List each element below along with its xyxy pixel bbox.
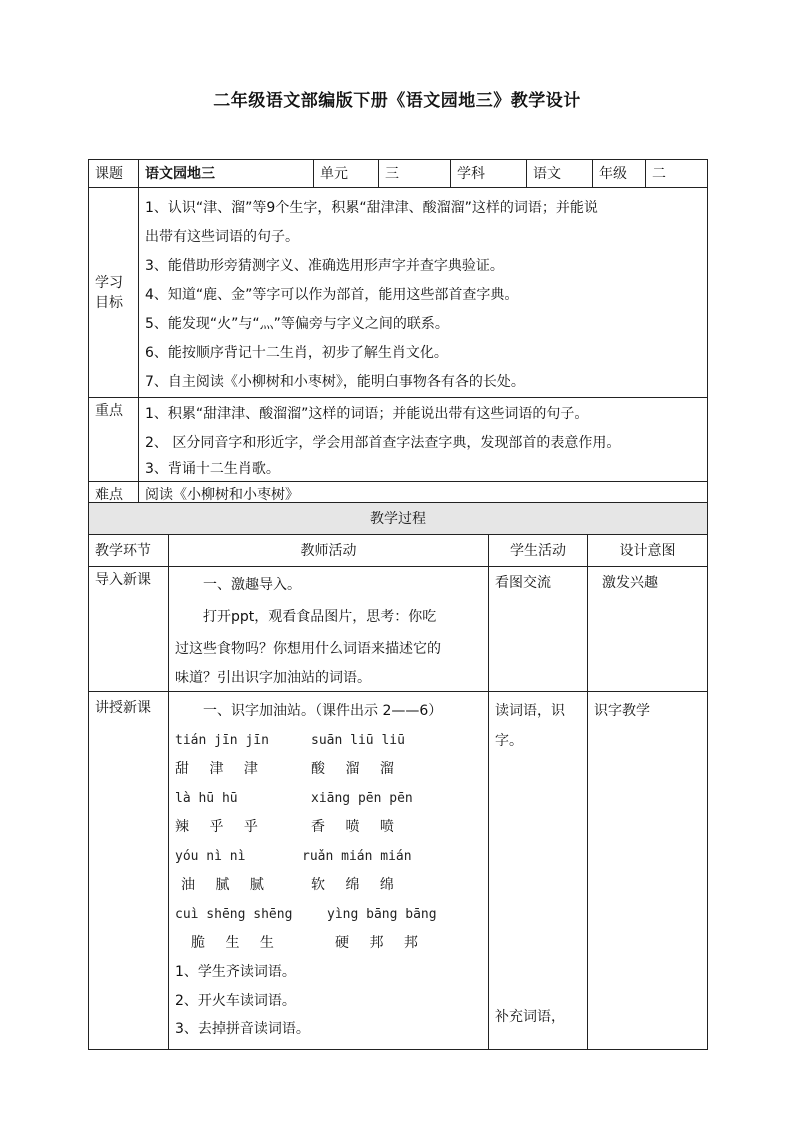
hanzi-line [175,871,488,900]
step-item: 1、学生齐读词语。 [175,964,296,980]
objective-item: 3、能借助形旁猜测字义、准确选用形声字并查字典验证。 [145,258,504,274]
unit-label: 单元 [314,160,379,188]
teach-intent: 识字教学 [588,692,708,1050]
pinyin-left: cuì shēng shēng [175,907,293,922]
process-header-row [89,503,708,535]
objectives-row [89,188,708,398]
pinyin-line [175,726,488,755]
step-item: 3、去掉拼音读词语。 [175,1021,310,1037]
objectives-label-line-1: 学习 [95,274,123,291]
hanzi-right: 酸 溜 溜 [311,761,402,777]
word-group [175,726,488,784]
hanzi-left: 脆 生 生 [191,935,282,951]
key-point-item: 3、背诵十二生肖歌。 [145,460,280,477]
intro-teacher-line: 一、激趣导入。 [203,577,301,593]
objective-item: 7、自主阅读《小柳树和小枣树》，能明白事物各有各的长处。 [145,374,525,390]
hanzi-line [175,755,488,784]
difficulty-value: 阅读《小柳树和小枣树》 [139,482,708,508]
pinyin-line [175,784,488,813]
teaching-process-table [88,502,708,1050]
difficulty-label: 难点 [89,482,139,508]
pinyin-right: xiāng pēn pēn [311,791,413,806]
grade-value: 二 [646,160,708,188]
objective-item: 4、知道“鹿、金”等字可以作为部首，能用这些部首查字典。 [145,287,519,303]
word-group [175,900,488,958]
hanzi-line [175,813,488,842]
key-point-item: 2、 区分同音字和形近字，学会用部首查字法查字典，发现部首的表意作用。 [145,434,621,451]
objectives-label-line-2: 目标 [95,294,123,311]
document-title: 二年级语文部编版下册《语文园地三》教学设计 [213,91,581,111]
hanzi-left: 油 腻 腻 [181,877,272,893]
lesson-value: 语文园地三 [139,160,314,188]
objectives-label [89,188,139,398]
objective-item: 5、能发现“火”与“灬”等偏旁与字义之间的联系。 [145,316,449,332]
objective-item: 出带有这些词语的句子。 [145,229,299,245]
column-intent: 设计意图 [588,535,708,567]
process-columns-row [89,535,708,567]
teach-teacher [169,692,489,1050]
teach-row [89,692,708,1050]
student-line: 补充词语， [495,1009,565,1025]
hanzi-right: 香 喷 喷 [311,819,402,835]
key-point-item: 1、积累“甜津津、酸溜溜”这样的词语；并能说出带有这些词语的句子。 [145,405,589,422]
pinyin-left: tián jīn jīn [175,733,269,748]
key-points-label: 重点 [89,398,139,482]
pinyin-right: suān liū liū [311,733,405,748]
student-line: 字。 [495,733,523,749]
objective-item: 1、认识“津、溜”等9个生字，积累“甜津津、酸溜溜”这样的词语；并能说 [145,200,598,216]
info-row [89,160,708,188]
lesson-label: 课题 [89,160,139,188]
teach-student [489,692,588,1050]
subject-value: 语文 [527,160,593,188]
word-group [175,784,488,842]
pinyin-right: yìng bāng bāng [327,907,437,922]
pinyin-left: yóu nì nì [175,849,246,864]
hanzi-line [175,929,488,958]
intro-intent: 激发兴趣 [588,567,708,692]
pinyin-left: là hū hū [175,791,238,806]
hanzi-right: 软 绵 绵 [311,877,402,893]
pinyin-line [175,900,488,929]
hanzi-right: 硬 邦 邦 [335,935,426,951]
word-group [175,842,488,900]
intro-teacher-line: 味道？引出识字加油站的词语。 [175,670,371,686]
unit-value: 三 [379,160,451,188]
objectives-content [139,188,708,398]
step-item: 2、开火车读词语。 [175,993,296,1009]
intro-teacher-line: 打开ppt，观看食品图片，思考：你吃 [203,609,437,625]
grade-label: 年级 [593,160,646,188]
pinyin-line [175,842,488,871]
process-header: 教学过程 [89,503,708,535]
column-teacher: 教师活动 [169,535,489,567]
key-points-content [139,398,708,482]
intro-stage: 导入新课 [89,567,169,692]
column-stage: 教学环节 [89,535,169,567]
intro-row [89,567,708,692]
hanzi-left: 辣 乎 乎 [175,819,266,835]
teach-heading: 一、识字加油站。（课件出示 2——6） [203,703,443,719]
pinyin-right: ruǎn mián mián [302,849,412,864]
student-line: 读词语，识 [495,703,565,719]
key-points-row [89,398,708,482]
intro-teacher [169,567,489,692]
hanzi-left: 甜 津 津 [175,761,266,777]
intro-teacher-line: 过这些食物吗？你想用什么词语来描述它的 [175,641,441,657]
intro-student: 看图交流 [489,567,588,692]
lesson-info-table [88,159,708,508]
subject-label: 学科 [451,160,527,188]
teach-stage: 讲授新课 [89,692,169,1050]
objective-item: 6、能按顺序背记十二生肖，初步了解生肖文化。 [145,345,448,361]
column-student: 学生活动 [489,535,588,567]
